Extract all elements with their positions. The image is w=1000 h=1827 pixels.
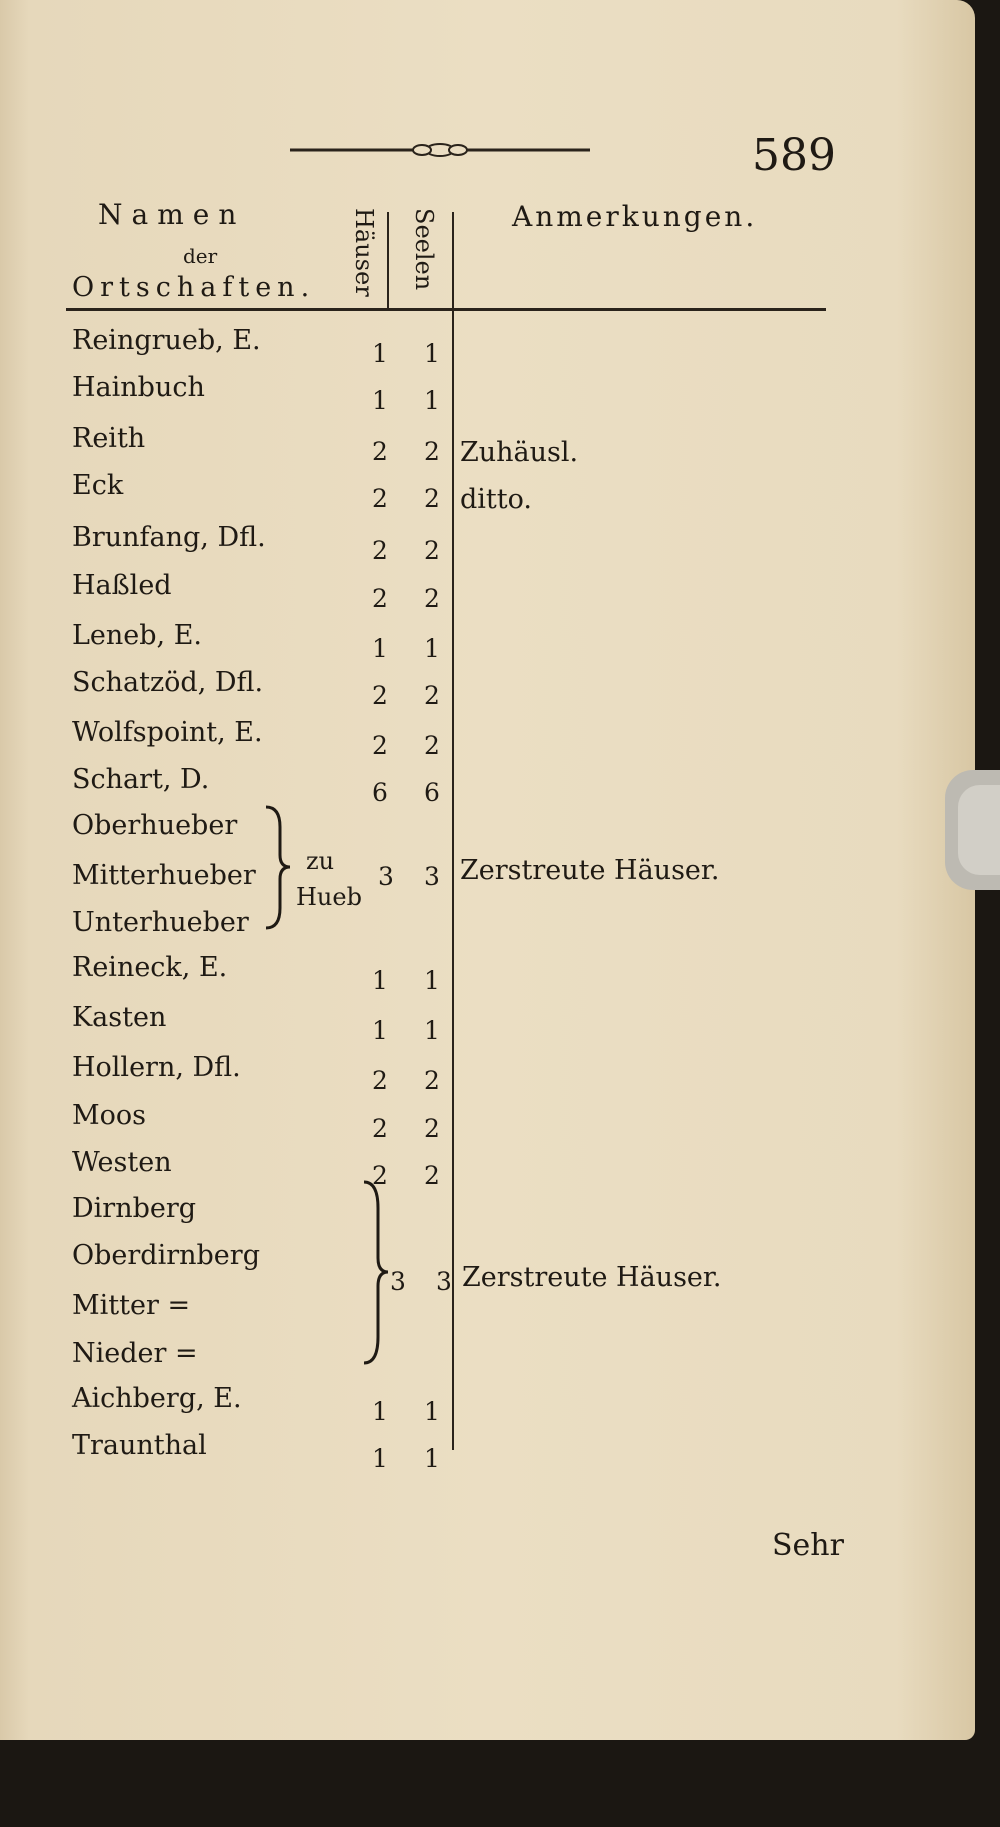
seelen-count: 1 <box>424 339 440 368</box>
column-rule-left <box>387 212 389 308</box>
group2-haeuser: 3 <box>390 1267 406 1296</box>
table-row <box>0 470 975 515</box>
seelen-count: 1 <box>424 966 440 995</box>
haeuser-count: 2 <box>372 1114 388 1143</box>
group1-seelen: 3 <box>424 862 440 891</box>
seelen-count: 2 <box>424 437 440 466</box>
place-name: Schatzöd, Dfl. <box>72 667 264 698</box>
place-name: Leneb, E. <box>72 620 203 651</box>
seelen-count: 1 <box>424 1016 440 1045</box>
seelen-count: 2 <box>424 1161 440 1190</box>
haeuser-count: 1 <box>372 1016 388 1045</box>
place-name: Mitter = <box>72 1290 191 1321</box>
header-anmerkungen: Anmerkungen. <box>512 200 758 233</box>
table-row <box>0 764 975 807</box>
group-zu-label: zu <box>306 847 335 875</box>
table-row <box>0 1052 975 1095</box>
table-row <box>0 1290 975 1330</box>
place-name: Westen <box>72 1147 172 1178</box>
table-row <box>0 667 975 710</box>
haeuser-count: 2 <box>372 484 388 513</box>
group-brace-dirnberg <box>360 1180 390 1365</box>
table-row <box>0 810 975 850</box>
remark: ditto. <box>460 484 532 515</box>
table-row <box>0 1338 975 1378</box>
group2-note: Zerstreute Häuser. <box>462 1262 722 1293</box>
remark: Zuhäusl. <box>460 437 579 468</box>
table-row <box>0 1383 975 1426</box>
place-name: Mitterhueber <box>72 860 256 891</box>
seelen-count: 2 <box>424 1114 440 1143</box>
group1-note: Zerstreute Häuser. <box>460 855 720 886</box>
group-hueb-label: Hueb <box>296 883 362 911</box>
header-rule <box>66 308 826 311</box>
haeuser-count: 2 <box>372 584 388 613</box>
table-row <box>0 325 975 368</box>
table-row <box>0 1430 975 1473</box>
haeuser-count: 2 <box>372 1161 388 1190</box>
haeuser-count: 2 <box>372 1066 388 1095</box>
table-row <box>0 620 975 663</box>
haeuser-count: 1 <box>372 1444 388 1473</box>
seelen-count: 2 <box>424 536 440 565</box>
place-name: Reineck, E. <box>72 952 228 983</box>
place-name: Traunthal <box>72 1430 207 1461</box>
place-name: Haßled <box>72 570 172 601</box>
haeuser-count: 1 <box>372 1397 388 1426</box>
place-name: Wolfspoint, E. <box>72 717 263 748</box>
haeuser-count: 1 <box>372 966 388 995</box>
haeuser-count: 2 <box>372 437 388 466</box>
place-name: Reingrueb, E. <box>72 325 261 356</box>
table-row <box>0 907 975 947</box>
seelen-count: 2 <box>424 584 440 613</box>
header-namen: Namen <box>98 198 246 231</box>
seelen-count: 2 <box>424 681 440 710</box>
header-haeuser: Häuser <box>350 208 378 297</box>
table-row <box>0 570 975 613</box>
place-name: Oberhueber <box>72 810 238 841</box>
haeuser-count: 2 <box>372 536 388 565</box>
seelen-count: 2 <box>424 1066 440 1095</box>
place-name: Nieder = <box>72 1338 198 1369</box>
place-name: Moos <box>72 1100 147 1131</box>
table-row <box>0 952 975 995</box>
group-brace-hueb <box>262 805 292 930</box>
place-name: Brunfang, Dfl. <box>72 522 266 553</box>
catchword: Sehr <box>772 1528 844 1563</box>
header-ortschaften: Ortschaften. <box>72 272 316 303</box>
group1-haeuser: 3 <box>378 862 394 891</box>
place-name: Hollern, Dfl. <box>72 1052 241 1083</box>
seelen-count: 1 <box>424 634 440 663</box>
table-row <box>0 1193 975 1233</box>
seelen-count: 2 <box>424 484 440 513</box>
table-row <box>0 522 975 565</box>
haeuser-count: 2 <box>372 681 388 710</box>
place-name: Unterhueber <box>72 907 249 938</box>
seelen-count: 1 <box>424 1397 440 1426</box>
place-name: Schart, D. <box>72 764 210 795</box>
place-name: Dirnberg <box>72 1193 197 1224</box>
haeuser-count: 1 <box>372 634 388 663</box>
place-name: Eck <box>72 470 124 501</box>
place-name: Reith <box>72 423 146 454</box>
table-row <box>0 1002 975 1045</box>
haeuser-count: 2 <box>372 731 388 760</box>
seelen-count: 1 <box>424 1444 440 1473</box>
table-row <box>0 1147 975 1190</box>
seelen-count: 6 <box>424 778 440 807</box>
table-row <box>0 372 975 415</box>
header-ornament <box>290 143 590 157</box>
page-number: 589 <box>752 130 836 181</box>
place-name: Hainbuch <box>72 372 205 403</box>
header-der: der <box>183 244 218 268</box>
group2-seelen: 3 <box>436 1267 452 1296</box>
place-name: Aichberg, E. <box>72 1383 242 1414</box>
seelen-count: 1 <box>424 386 440 415</box>
table-row <box>0 1100 975 1143</box>
place-name: Oberdirnberg <box>72 1240 260 1271</box>
haeuser-count: 1 <box>372 386 388 415</box>
table-row <box>0 717 975 760</box>
seelen-count: 2 <box>424 731 440 760</box>
header-seelen: Seelen <box>410 208 438 291</box>
table-row <box>0 423 975 468</box>
place-name: Kasten <box>72 1002 167 1033</box>
haeuser-count: 1 <box>372 339 388 368</box>
haeuser-count: 6 <box>372 778 388 807</box>
